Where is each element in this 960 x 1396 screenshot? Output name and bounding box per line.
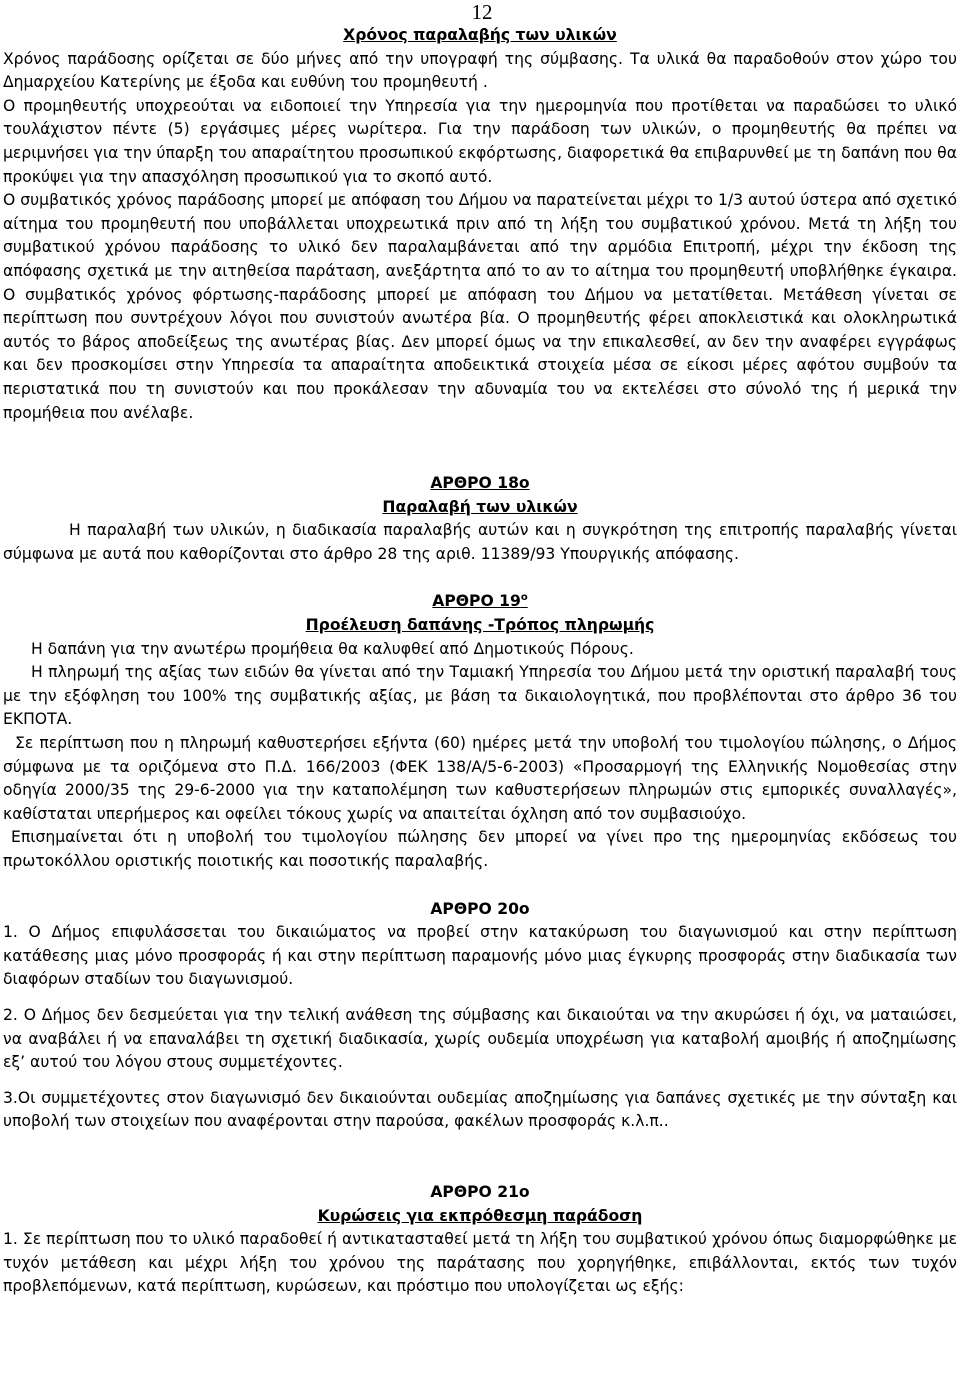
article-19-title-superscript: ο: [520, 592, 528, 604]
paragraph-text: Η παραλαβή των υλικών, η διαδικασία παραλαβής αυτών και η συγκρότηση της επιτροπής παραλαβής γίνεται σύμφωνα με αυτά που καθορίζονται στο άρθρο 28 της αριθ. 11389/93 Υπουργικής απόφασης.: [3, 521, 957, 563]
article-21-subtitle: Κυρώσεις για εκπρόθεσμη παράδοση: [317, 1206, 643, 1225]
paragraph-text: Σε περίπτωση που η πληρωμή καθυστερήσει εξήντα (60) ημέρες μετά την υποβολή του τιμολογίου πώλησης, ο Δήμος σύμφωνα με τα οριζόμενα στο Π.Δ. 166/2003 (ΦΕΚ 138/Α/5-6-2003) «Προσαρμογή της Ελληνικής Νομοθεσίας στην οδηγία 2000/35 της 29-6-2000 για την καταπολέμηση των καθυστερήσεων πληρωμών στις εμπορικές συναλλαγές», καθίσταται υπερήμερος και οφείλει τόκους χωρίς να απαιτείται όχληση από τον συμβασιούχο.: [3, 734, 957, 823]
paragraph: Ο συμβατικός χρόνος παράδοσης μπορεί με απόφαση του Δήμου να παρατείνεται μέχρι το 1/3 αυτού ύστερα από σχετικό αίτημα του προμηθευτή που υποβάλλεται υποχρεωτικά πριν από τη λήξη του συμβατικού χρόνου. Μετά τη λήξη του συμβατικού χρόνου παράδοσης το υλικό δεν παραλαμβάνεται από την αρμόδια Επιτροπή, μέχρι την έκδοση της απόφασης σχετικά με την αιτηθείσα παράταση, ανεξάρτητα από το αν το αίτημα του προμηθευτή υποβλήθηκε έγκαιρα. Ο συμβατικός χρόνος φόρτωσης-παράδοσης μπορεί με απόφαση του Δήμου να μετατίθεται. Μετάθεση γίνεται σε περίπτωση που συντρέχουν λόγοι που συνιστούν ανωτέρα βία. Ο προμηθευτής φέρει αποκλειστικά και ολοκληρωτικά αυτός το βάρος αποδείξεως της ανωτέρας βίας. Δεν μπορεί όμως να την επικαλεσθεί, αν δεν την αναφέρει εγγράφως και δεν προσκομίσει στην Υπηρεσία τα απαραίτητα αποδεικτικά στοιχεία μέσα σε είκοσι μέρες αφότου συμβούν τα περιστατικά που τη συνιστούν και που προκάλεσαν την αδυναμία του να εκτελέσει στο σύνολό της ή μερικά την προμήθεια που ανέλαβε.: [3, 191, 957, 422]
paragraph: Χρόνος παράδοσης ορίζεται σε δύο μήνες από την υπογραφή της σύμβασης. Τα υλικά θα παραδοθούν στον χώρο του Δημαρχείου Κατερίνης με έξοδα και ευθύνη του προμηθευτή .: [3, 49, 957, 92]
page-number: 12: [471, 0, 493, 24]
paragraph-text: Επισημαίνεται ότι η υποβολή του τιμολογίου πώλησης δεν μπορεί να γίνει προ της ημερομηνίας εκδόσεως του πρωτοκόλλου οριστικής ποιοτικής και ποσοτικής παραλαβής.: [3, 828, 957, 870]
paragraph-text: Η δαπάνη για την ανωτέρω προμήθεια θα καλυφθεί από Δημοτικούς Πόρους.: [31, 639, 634, 658]
paragraph: 1. Ο Δήμος επιφυλάσσεται του δικαιώματος να προβεί στην κατακύρωση του διαγωνισμού και στην περίπτωση κατάθεσης μιας μόνο προσφοράς ή και στην περίπτωση παραμονής μόνο μιας έγκυρης προσφοράς στην διαδικασία των διαφόρων σταδίων του διαγωνισμού.: [3, 923, 957, 989]
paragraph: 3.Οι συμμετέχοντες στον διαγωνισμό δεν δικαιούνται ουδεμίας αποζημίωσης για δαπάνες σχετικές με την σύνταξη και υποβολή των στοιχείων που αναφέρονται στην παρούσα, φακέλων προσφοράς κ.λ.π..: [3, 1088, 957, 1131]
paragraph: [3, 661, 957, 732]
paragraph: [3, 519, 957, 566]
paragraph: Ο προμηθευτής υποχρεούται να ειδοποιεί την Υπηρεσία για την ημερομηνία που προτίθεται να παραδώσει το υλικό τουλάχιστον πέντε (5) εργάσιμες μέρες νωρίτερα. Για την παράδοση των υλικών, ο προμηθευτής θα πρέπει να μεριμνήσει για την ύπαρξη του απαραίτητου προσωπικού εκφόρτωσης, διαφορετικά θα επιβαρυνθεί με τη δαπάνη που θα προκύψει για την απασχόληση προσωπικού για το σκοπό αυτό.: [3, 96, 957, 186]
paragraph: 1. Σε περίπτωση που το υλικό παραδοθεί ή αντικατασταθεί μετά τη λήξη του συμβατικού χρόνου όπως διαμορφώθηκε με τυχόν μετάθεση και μέχρι λήξη του χρόνου της παράτασης που χορηγήθηκε, επιβάλλονται, εκτός των τυχόν προβλεπόμενων, κατά περίπτωση, κυρώσεων, και πρόστιμο που υπολογίζεται ως εξής:: [3, 1230, 957, 1296]
paragraph: [3, 732, 957, 826]
article-18-subtitle: Παραλαβή των υλικών: [382, 497, 578, 516]
paragraph: [3, 638, 957, 662]
section-heading-delivery-time: Χρόνος παραλαβής των υλικών: [343, 26, 617, 44]
paragraph-text: Η πληρωμή της αξίας των ειδών θα γίνεται από την Ταμιακή Υπηρεσία του Δήμου μετά την οριστική παραλαβή τους με την εξόφληση του 100% της συμβατικής αξίας, με βάση τα δικαιολογητικά, που προβλέπονται στο άρθρο 36 του ΕΚΠΟΤΑ.: [3, 663, 957, 729]
paragraph: [3, 826, 957, 873]
article-21-title: ΑΡΘΡΟ 21ο: [430, 1182, 530, 1201]
article-18-title: ΑΡΘΡΟ 18ο: [430, 474, 530, 493]
article-19-subtitle: Προέλευση δαπάνης -Τρόπος πληρωμής: [305, 616, 655, 635]
article-19-title: [3, 590, 957, 614]
article-20-title: ΑΡΘΡΟ 20ο: [430, 899, 530, 918]
paragraph: 2. Ο Δήμος δεν δεσμεύεται για την τελική ανάθεση της σύμβασης και δικαιούται να την ακυρώσει ή όχι, να ματαιώσει, να αναβάλει ή να επαναλάβει τη σχετική διαδικασία, χωρίς ουδεμία υποχρέωση για καταβολή αμοιβής ή αποζημίωσης εξ’ αυτού του λόγου στους συμμετέχοντες.: [3, 1005, 957, 1072]
article-19-title-text: ΑΡΘΡΟ 19: [432, 592, 521, 611]
